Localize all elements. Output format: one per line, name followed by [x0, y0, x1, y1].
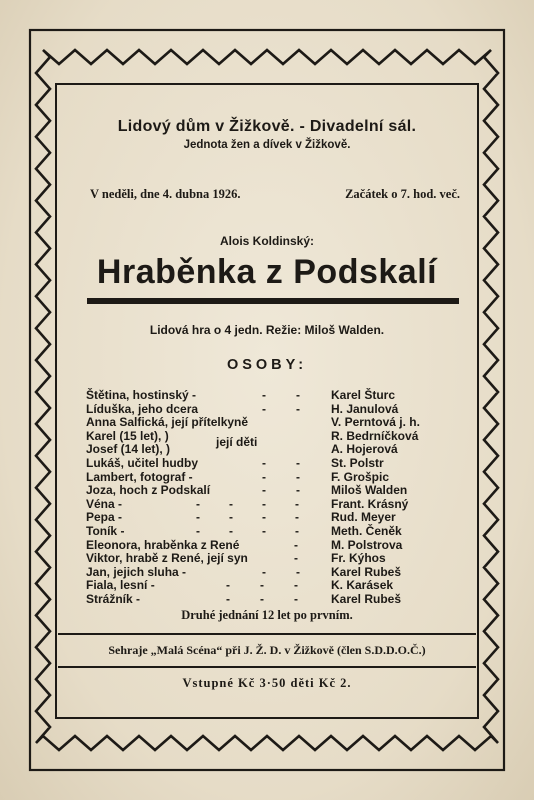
- leader-dash: -: [296, 483, 300, 498]
- leader-dash: -: [262, 510, 266, 525]
- cast-row: [86, 389, 466, 403]
- leader-dash: -: [295, 523, 299, 538]
- cast-row: [86, 416, 466, 430]
- cast-role: Lambert, fotograf -: [86, 469, 193, 484]
- cast-role: Josef (14 let), ): [86, 442, 171, 457]
- leader-dash: -: [296, 564, 300, 579]
- cast-actor: Fr. Kýhos: [331, 551, 386, 566]
- cast-actor: Karel Šturc: [331, 388, 396, 402]
- leader-dash: -: [296, 469, 300, 484]
- leader-dash: -: [260, 591, 264, 606]
- divider-bottom: [58, 666, 476, 668]
- brace-label: její děti: [216, 434, 258, 449]
- leader-dash: -: [229, 496, 233, 511]
- cast-row: [86, 471, 466, 485]
- cast-row: [86, 552, 466, 566]
- cast-role: Anna Salfická, její přítelkyně: [86, 415, 249, 430]
- cast-role: Líduška, jeho dcera: [86, 401, 199, 416]
- leader-dash: -: [262, 388, 266, 402]
- leader-dash: -: [296, 401, 300, 416]
- cast-row: [86, 566, 466, 580]
- act-note: Druhé jednání 12 let po prvním.: [181, 608, 353, 622]
- cast-role: Štětina, hostinský -: [86, 388, 197, 402]
- leader-dash: -: [229, 510, 233, 525]
- cast-actor: F. Grošpic: [331, 469, 390, 484]
- cast-actor: A. Hojerová: [331, 442, 398, 457]
- cast-actor: H. Janulová: [331, 401, 399, 416]
- cast-row: [86, 593, 466, 607]
- cast-row: [86, 403, 466, 417]
- organizer-line: Jednota žen a dívek v Žižkově.: [183, 139, 351, 151]
- leader-dash: -: [229, 523, 233, 538]
- cast-row: [86, 484, 466, 498]
- performance-start: Začátek o 7. hod. več.: [345, 187, 460, 201]
- leader-dash: -: [294, 591, 298, 606]
- cast-actor: R. Bedrníčková: [331, 428, 419, 443]
- cast-role: Fiala, lesní -: [86, 578, 155, 593]
- play-subtitle: Lidová hra o 4 jedn. Režie: Miloš Walden.: [149, 323, 385, 337]
- leader-dash: -: [296, 388, 300, 402]
- cast-role: Toník -: [86, 523, 125, 538]
- leader-dash: -: [296, 455, 300, 470]
- leader-dash: -: [196, 496, 200, 511]
- leader-dash: -: [262, 401, 266, 416]
- cast-role: Lukáš, učitel hudby: [86, 455, 199, 470]
- cast-actor: K. Karásek: [331, 578, 394, 593]
- cast-list: [86, 389, 466, 607]
- cast-actor: M. Polstrova: [331, 537, 403, 552]
- cast-row: [86, 457, 466, 471]
- performance-date: V neděli, dne 4. dubna 1926.: [90, 187, 241, 201]
- cast-actor: Karel Rubeš: [331, 591, 402, 606]
- cast-actor: Karel Rubeš: [331, 564, 402, 579]
- cast-row: [86, 498, 466, 512]
- divider-top: [58, 633, 476, 635]
- cast-actor: Frant. Krásný: [331, 496, 409, 511]
- author-name: Alois Koldinský:: [219, 234, 314, 248]
- cast-role: Pepa -: [86, 510, 123, 525]
- leader-dash: -: [260, 578, 264, 593]
- cast-heading: OSOBY:: [226, 357, 308, 373]
- cast-role: Strážník -: [86, 591, 141, 606]
- leader-dash: -: [294, 537, 298, 552]
- leader-dash: -: [196, 510, 200, 525]
- cast-role: Eleonora, hraběnka z René: [86, 537, 240, 552]
- cast-role: Karel (15 let), ): [86, 428, 169, 443]
- venue-line: Lidový dům v Žižkově. - Divadelní sál.: [117, 118, 417, 135]
- title-underline: [87, 298, 459, 304]
- cast-role: Viktor, hrabě z René, její syn: [86, 551, 248, 566]
- leader-dash: -: [226, 591, 230, 606]
- cast-role: Jan, jejich sluha -: [86, 564, 187, 579]
- cast-actor: V. Perntová j. h.: [331, 415, 420, 430]
- cast-row: [86, 525, 466, 539]
- leader-dash: -: [226, 578, 230, 593]
- leader-dash: -: [262, 564, 266, 579]
- leader-dash: -: [262, 469, 266, 484]
- leader-dash: -: [196, 523, 200, 538]
- cast-row: [86, 428, 466, 449]
- cast-row: [86, 539, 466, 553]
- leader-dash: -: [262, 523, 266, 538]
- leader-dash: -: [262, 496, 266, 511]
- cast-role: Joza, hoch z Podskalí: [86, 483, 211, 498]
- play-title: Hraběnka z Podskalí: [96, 253, 438, 291]
- leader-dash: -: [294, 551, 298, 566]
- cast-row: [86, 443, 466, 457]
- leader-dash: -: [295, 510, 299, 525]
- leader-dash: -: [262, 455, 266, 470]
- cast-role: Véna -: [86, 496, 123, 511]
- cast-actor: Rud. Meyer: [331, 510, 396, 525]
- admission-price: Vstupné Kč 3·50 děti Kč 2.: [182, 676, 352, 690]
- leader-dash: -: [294, 578, 298, 593]
- cast-actor: Meth. Čeněk: [331, 523, 402, 538]
- cast-row: [86, 579, 466, 593]
- cast-row: [86, 511, 466, 525]
- cast-actor: St. Polstr: [331, 455, 384, 470]
- cast-actor: Miloš Walden: [331, 483, 408, 498]
- performer-credit: Sehraje „Malá Scéna“ při J. Ž. D. v Žižkově (člen S.D.D.O.Č.): [108, 643, 426, 657]
- leader-dash: -: [295, 496, 299, 511]
- leader-dash: -: [262, 483, 266, 498]
